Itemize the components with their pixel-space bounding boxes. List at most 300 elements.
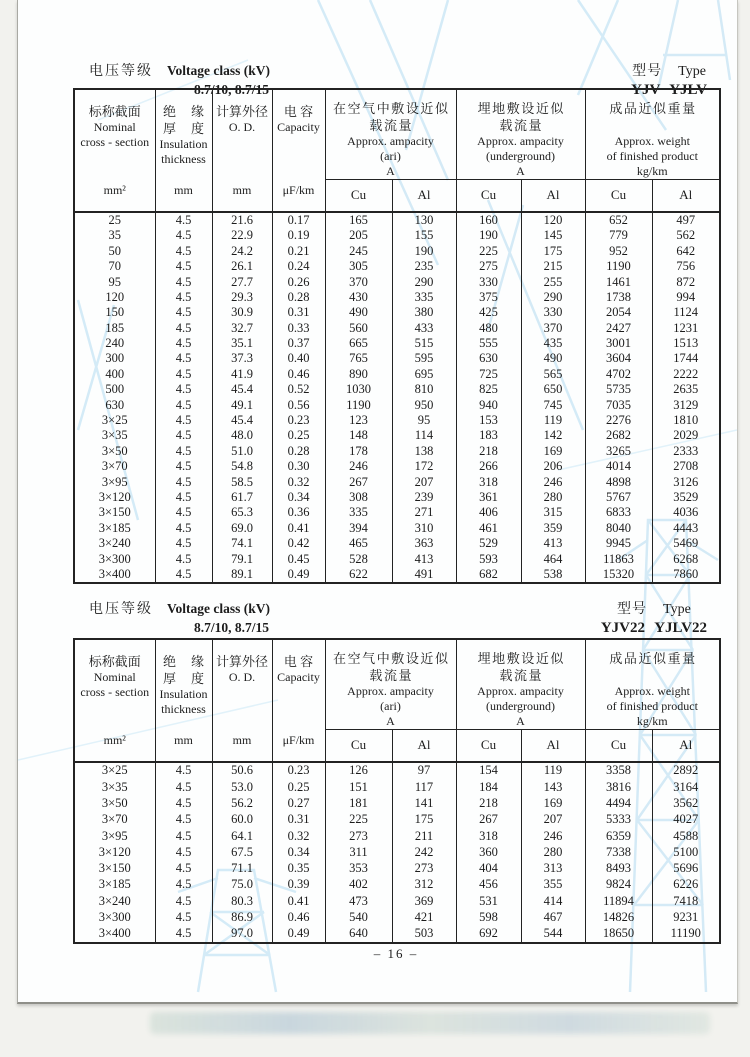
scanned-sheet: [17, 0, 738, 1004]
table-cell: 414: [521, 893, 585, 909]
table-cell: 9945: [585, 536, 652, 551]
header-text: 电 容: [283, 104, 314, 120]
table-cell: 11863: [585, 551, 652, 566]
table-cell: 4.5: [155, 860, 212, 876]
table-cell: 273: [325, 828, 392, 844]
header-text: cross - section: [80, 135, 150, 150]
header-text: O. D.: [228, 670, 256, 685]
header-text: Nominal: [93, 670, 136, 685]
table-cell: 7035: [585, 397, 652, 412]
section2-header: [73, 598, 719, 638]
table-cell: 640: [325, 925, 392, 942]
table-cell: 940: [456, 397, 521, 412]
table-cell: 165: [325, 212, 392, 228]
table-cell: 360: [456, 844, 521, 860]
table-cell: 280: [521, 490, 585, 505]
table-cell: 380: [392, 305, 456, 320]
table-cell: 2333: [652, 443, 720, 458]
voltage-class-label-en: Voltage class (kV): [167, 601, 270, 616]
table-row: [74, 228, 720, 243]
unit-label: mm: [174, 733, 193, 748]
table-cell: 4.5: [155, 351, 212, 366]
table-cell: 950: [392, 397, 456, 412]
table-cell: 3×50: [74, 443, 155, 458]
table-cell: 745: [521, 397, 585, 412]
table-cell: 0.21: [272, 243, 325, 258]
table-cell: 148: [325, 428, 392, 443]
header-text: cross - section: [80, 685, 150, 700]
table-cell: 4036: [652, 505, 720, 520]
table-cell: 0.37: [272, 336, 325, 351]
table-cell: 5333: [585, 811, 652, 827]
table-cell: 49.1: [212, 397, 272, 412]
table-cell: 3562: [652, 795, 720, 811]
table-cell: 560: [325, 320, 392, 335]
table-cell: 138: [392, 443, 456, 458]
table-cell: 363: [392, 536, 456, 551]
table-cell: 70: [74, 259, 155, 274]
table-cell: 255: [521, 274, 585, 289]
table-cell: 421: [392, 909, 456, 925]
table-row: [74, 305, 720, 320]
header-insulation-thickness: [155, 89, 212, 212]
table-cell: 97.0: [212, 925, 272, 942]
table-cell: 2635: [652, 382, 720, 397]
table-cell: 75.0: [212, 877, 272, 893]
table-cell: 4588: [652, 828, 720, 844]
table-cell: 3529: [652, 490, 720, 505]
voltage-class-value: 8.7/10, 8.7/15: [194, 620, 270, 635]
table-cell: 310: [392, 520, 456, 535]
header-text: 计算外径: [215, 654, 268, 670]
table-cell: 29.3: [212, 289, 272, 304]
table-cell: 4.5: [155, 566, 212, 582]
table-cell: 4.5: [155, 366, 212, 381]
table-cell: 465: [325, 536, 392, 551]
table-cell: 595: [392, 351, 456, 366]
table-cell: 4.5: [155, 382, 212, 397]
table-cell: 119: [521, 762, 585, 779]
table-row: [74, 877, 720, 893]
table-cell: 80.3: [212, 893, 272, 909]
table-cell: 531: [456, 893, 521, 909]
table-cell: 3001: [585, 336, 652, 351]
table-cell: 130: [392, 212, 456, 228]
table-cell: 400: [74, 366, 155, 381]
table-cell: 86.9: [212, 909, 272, 925]
table-cell: 4.5: [155, 536, 212, 551]
type-value: YJV22 YJLV22: [600, 620, 707, 636]
table-cell: 335: [392, 289, 456, 304]
header-text: A: [516, 714, 525, 728]
table-cell: 1738: [585, 289, 652, 304]
header-text: 埋地敷设近似: [477, 651, 565, 666]
subheader-al: Al: [652, 730, 720, 762]
table-row: [74, 860, 720, 876]
table-cell: 4.5: [155, 828, 212, 844]
table-cell: 119: [521, 413, 585, 428]
table-cell: 435: [521, 336, 585, 351]
table-cell: 3×150: [74, 860, 155, 876]
table-cell: 872: [652, 274, 720, 289]
table-cell: 5735: [585, 382, 652, 397]
table-cell: 4.5: [155, 336, 212, 351]
table-cell: 473: [325, 893, 392, 909]
header-text: 标称截面: [88, 104, 141, 120]
table-cell: 1810: [652, 413, 720, 428]
table-cell: 114: [392, 428, 456, 443]
table-cell: 562: [652, 228, 720, 243]
table-cell: 0.27: [272, 795, 325, 811]
table-cell: 24.2: [212, 243, 272, 258]
table-row: [74, 520, 720, 535]
table-cell: 810: [392, 382, 456, 397]
page-number: – 16 –: [373, 946, 419, 961]
subheader-al: Al: [392, 730, 456, 762]
table-cell: 97: [392, 762, 456, 779]
table-cell: 271: [392, 505, 456, 520]
table-cell: 0.19: [272, 228, 325, 243]
table-cell: 74.1: [212, 536, 272, 551]
table-row: [74, 274, 720, 289]
table-cell: 178: [325, 443, 392, 458]
table-row: [74, 443, 720, 458]
table-cell: 183: [456, 428, 521, 443]
table-cell: 4.5: [155, 397, 212, 412]
table-cell: 160: [456, 212, 521, 228]
table-cell: 0.46: [272, 366, 325, 381]
table-cell: 4.5: [155, 925, 212, 942]
header-ampacity-underground: [456, 639, 585, 730]
table-cell: 1190: [325, 397, 392, 412]
header-text: 电 容: [283, 654, 314, 670]
table-cell: 2708: [652, 459, 720, 474]
table-cell: 375: [456, 289, 521, 304]
table-cell: 280: [521, 844, 585, 860]
table-cell: 2427: [585, 320, 652, 335]
table-cell: 60.0: [212, 811, 272, 827]
table-cell: 0.56: [272, 397, 325, 412]
table-cell: 4.5: [155, 795, 212, 811]
table-cell: 665: [325, 336, 392, 351]
table-cell: 3×400: [74, 566, 155, 582]
header-text: kg/km: [636, 714, 668, 728]
table-row: [74, 428, 720, 443]
table-cell: 290: [392, 274, 456, 289]
table-cell: 4.5: [155, 428, 212, 443]
table-cell: 5696: [652, 860, 720, 876]
header-text: A: [516, 164, 525, 178]
table-cell: 318: [456, 828, 521, 844]
header-text: Approx. ampacity: [347, 134, 434, 148]
table-cell: 308: [325, 490, 392, 505]
table-cell: 7418: [652, 893, 720, 909]
table-cell: 3816: [585, 779, 652, 795]
table-cell: 725: [456, 366, 521, 381]
table-cell: 2222: [652, 366, 720, 381]
header-od: [212, 89, 272, 212]
table-cell: 266: [456, 459, 521, 474]
header-text: 标称截面: [88, 654, 141, 670]
voltage-class-label-en: Voltage class (kV): [167, 63, 270, 78]
table-cell: 151: [325, 779, 392, 795]
table-cell: 652: [585, 212, 652, 228]
spec-table-yjv: [73, 88, 721, 584]
table-row: [74, 762, 720, 779]
table-cell: 79.1: [212, 551, 272, 566]
table-cell: 994: [652, 289, 720, 304]
subheader-cu: Cu: [325, 180, 392, 212]
table-cell: 779: [585, 228, 652, 243]
table-row: [74, 259, 720, 274]
table-cell: 515: [392, 336, 456, 351]
table-cell: 598: [456, 909, 521, 925]
table-cell: 305: [325, 259, 392, 274]
table-cell: 211: [392, 828, 456, 844]
table-cell: 4.5: [155, 811, 212, 827]
table-cell: 32.7: [212, 320, 272, 335]
table-cell: 2029: [652, 428, 720, 443]
table-cell: 3×95: [74, 474, 155, 489]
table-row: [74, 893, 720, 909]
table-cell: 205: [325, 228, 392, 243]
header-nominal-cross-section: [74, 89, 155, 212]
table-cell: 3129: [652, 397, 720, 412]
table-cell: 6268: [652, 551, 720, 566]
table-cell: 2892: [652, 762, 720, 779]
subheader-cu: Cu: [456, 730, 521, 762]
header-text: thickness: [161, 702, 206, 717]
table-cell: 245: [325, 243, 392, 258]
table-cell: 4.5: [155, 413, 212, 428]
table-cell: 4.5: [155, 551, 212, 566]
table-cell: 246: [521, 474, 585, 489]
table-cell: 58.5: [212, 474, 272, 489]
table-row: [74, 382, 720, 397]
header-text: Nominal: [93, 120, 136, 135]
table-cell: 0.24: [272, 259, 325, 274]
voltage-class-block: [89, 598, 270, 636]
table-cell: 425: [456, 305, 521, 320]
table-cell: 26.1: [212, 259, 272, 274]
unit-label: μF/km: [282, 733, 315, 748]
voltage-class-label-zh: 电压等级: [89, 602, 153, 617]
table-cell: 497: [652, 212, 720, 228]
table-cell: 225: [456, 243, 521, 258]
table-cell: 218: [456, 443, 521, 458]
table-cell: 3×35: [74, 428, 155, 443]
table-cell: 3164: [652, 779, 720, 795]
header-text: 厚 度: [163, 671, 210, 687]
table-cell: 4.5: [155, 520, 212, 535]
table-cell: 18650: [585, 925, 652, 942]
table-cell: 218: [456, 795, 521, 811]
header-text: 载流量: [499, 668, 544, 683]
table-cell: 4.5: [155, 243, 212, 258]
table-row: [74, 828, 720, 844]
subheader-al: Al: [652, 180, 720, 212]
table-cell: 0.52: [272, 382, 325, 397]
table-cell: 0.28: [272, 289, 325, 304]
header-text: Approx. weight: [614, 684, 690, 698]
table-cell: 239: [392, 490, 456, 505]
header-text: Approx. weight: [614, 134, 690, 148]
table-cell: 22.9: [212, 228, 272, 243]
table-cell: 69.0: [212, 520, 272, 535]
table-cell: 53.0: [212, 779, 272, 795]
table-cell: 5100: [652, 844, 720, 860]
table-cell: 1190: [585, 259, 652, 274]
table-cell: 145: [521, 228, 585, 243]
table-row: [74, 212, 720, 228]
table-cell: 267: [456, 811, 521, 827]
table-cell: 335: [325, 505, 392, 520]
table-cell: 0.49: [272, 566, 325, 582]
table-cell: 3×300: [74, 909, 155, 925]
header-text: Approx. ampacity: [347, 684, 434, 698]
table-cell: 273: [392, 860, 456, 876]
table-cell: 190: [456, 228, 521, 243]
table-cell: 540: [325, 909, 392, 925]
header-od: [212, 639, 272, 762]
table-cell: 41.9: [212, 366, 272, 381]
table-cell: 622: [325, 566, 392, 582]
table-cell: 8040: [585, 520, 652, 535]
unit-label: mm²: [103, 183, 126, 198]
table-cell: 4.5: [155, 505, 212, 520]
table-cell: 538: [521, 566, 585, 582]
unit-label: mm: [232, 733, 252, 748]
table-cell: 65.3: [212, 505, 272, 520]
header-text: Approx. ampacity: [477, 684, 564, 698]
table-cell: 169: [521, 795, 585, 811]
table-cell: 3×240: [74, 893, 155, 909]
table-cell: 185: [74, 320, 155, 335]
table-cell: 370: [325, 274, 392, 289]
table-cell: 3126: [652, 474, 720, 489]
header-text: Capacity: [277, 120, 320, 135]
table-cell: 4898: [585, 474, 652, 489]
header-text: 在空气中敷设近似: [333, 651, 450, 666]
header-text: Insulation: [159, 687, 208, 702]
table-cell: 0.28: [272, 443, 325, 458]
table-cell: 64.1: [212, 828, 272, 844]
table-cell: 0.39: [272, 877, 325, 893]
header-text: 载流量: [499, 118, 544, 133]
header-text: 绝 缘: [163, 104, 210, 120]
table-cell: 8493: [585, 860, 652, 876]
table-cell: 0.34: [272, 844, 325, 860]
table-cell: 184: [456, 779, 521, 795]
table-cell: 0.35: [272, 860, 325, 876]
table-cell: 14826: [585, 909, 652, 925]
table-cell: 3×120: [74, 844, 155, 860]
table-cell: 45.4: [212, 382, 272, 397]
table-cell: 500: [74, 382, 155, 397]
header-text: 计算外径: [215, 104, 268, 120]
table-row: [74, 459, 720, 474]
table-cell: 0.45: [272, 551, 325, 566]
table-cell: 3×70: [74, 459, 155, 474]
header-ampacity-air: [325, 89, 456, 180]
table-cell: 413: [521, 536, 585, 551]
table-row: [74, 566, 720, 582]
unit-label: mm: [232, 183, 252, 198]
table-cell: 5469: [652, 536, 720, 551]
table-cell: 9231: [652, 909, 720, 925]
table-cell: 0.49: [272, 925, 325, 942]
table-cell: 461: [456, 520, 521, 535]
header-text: Insulation: [159, 137, 208, 152]
table-cell: 126: [325, 762, 392, 779]
table-cell: 4.5: [155, 762, 212, 779]
table-cell: 0.33: [272, 320, 325, 335]
table-cell: 593: [456, 551, 521, 566]
header-finished-weight: [585, 89, 720, 180]
table-cell: 15320: [585, 566, 652, 582]
table-row: [74, 795, 720, 811]
table-cell: 267: [325, 474, 392, 489]
table-cell: 11894: [585, 893, 652, 909]
table-cell: 175: [392, 811, 456, 827]
scan-artifact-band: [150, 1012, 710, 1034]
table-cell: 318: [456, 474, 521, 489]
table-cell: 3×95: [74, 828, 155, 844]
header-ampacity-air: [325, 639, 456, 730]
table-cell: 695: [392, 366, 456, 381]
table-cell: 0.30: [272, 459, 325, 474]
table-cell: 3×150: [74, 505, 155, 520]
header-ampacity-underground: [456, 89, 585, 180]
table-cell: 3×400: [74, 925, 155, 942]
table-cell: 56.2: [212, 795, 272, 811]
table-header: [74, 89, 720, 212]
table-cell: 7860: [652, 566, 720, 582]
table-cell: 315: [521, 505, 585, 520]
table-cell: 4.5: [155, 779, 212, 795]
subheader-al: Al: [392, 180, 456, 212]
subheader-cu: Cu: [585, 180, 652, 212]
type-label-zh: 型号: [632, 64, 663, 79]
table-row: [74, 844, 720, 860]
table-cell: 313: [521, 860, 585, 876]
table-cell: 4.5: [155, 443, 212, 458]
table-cell: 4.5: [155, 274, 212, 289]
table-cell: 120: [74, 289, 155, 304]
table-cell: 5767: [585, 490, 652, 505]
table-cell: 0.46: [272, 909, 325, 925]
table-cell: 1231: [652, 320, 720, 335]
table-cell: 361: [456, 490, 521, 505]
header-text: A: [386, 164, 395, 178]
table-cell: 246: [325, 459, 392, 474]
subheader-al: Al: [521, 180, 585, 212]
table-row: [74, 289, 720, 304]
table-cell: 0.31: [272, 811, 325, 827]
table-cell: 490: [521, 351, 585, 366]
table-cell: 154: [456, 762, 521, 779]
unit-label: mm²: [103, 733, 126, 748]
table-cell: 0.32: [272, 474, 325, 489]
table-cell: 413: [392, 551, 456, 566]
table-cell: 71.1: [212, 860, 272, 876]
table-cell: 37.3: [212, 351, 272, 366]
header-text: 厚 度: [163, 121, 210, 137]
table-cell: 89.1: [212, 566, 272, 582]
type-label-zh: 型号: [617, 602, 648, 617]
header-text: O. D.: [228, 120, 256, 135]
table-cell: 402: [325, 877, 392, 893]
